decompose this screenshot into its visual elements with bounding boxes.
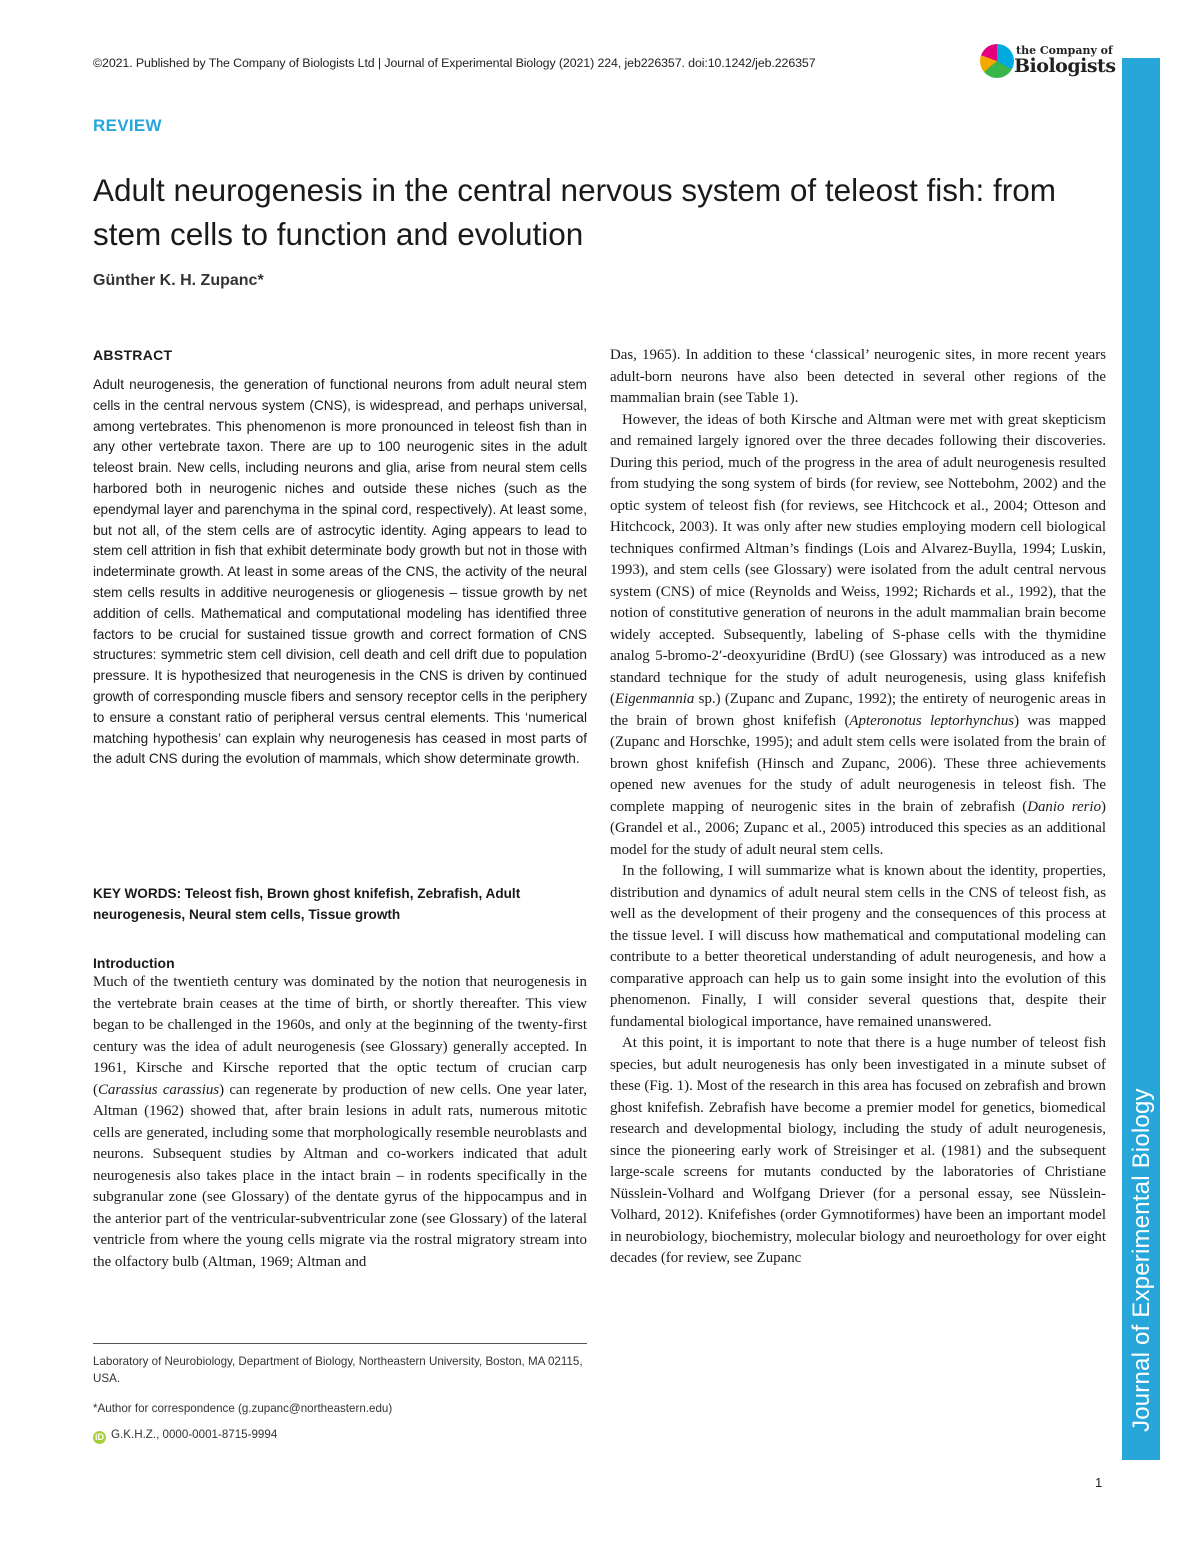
affiliation-note: Laboratory of Neurobiology, Department of Biology, Northeastern University, Boston, MA 02115, USA.	[93, 1355, 583, 1385]
rp2-species-danio: Danio rerio	[1027, 798, 1102, 815]
citation-header: ©2021. Published by The Company of Biologists Ltd | Journal of Experimental Biology (2021) 224, jeb226357. doi:10.1242/jeb.226357	[93, 56, 816, 70]
article-title: Adult neurogenesis in the central nervous system of teleost fish: from stem cells to function and evolution	[93, 172, 1056, 252]
right-paragraph-2	[610, 410, 1106, 862]
abstract-heading: ABSTRACT	[93, 347, 173, 363]
rp2-species-eigenmannia: Eigenmannia	[614, 691, 695, 707]
right-paragraph-3: In the following, I will summarize what is known about the identity, properties, distribution and dynamics of adult neural stem cells in the CNS of teleost fish, as well as the development of their progeny and the consequences of this process at the tissue level. I will discuss how mathematical and computational modeling can contribute to a better theoretical understanding of adult neurogenesis, and how a comparative approach can help us to gain some insight into the evolution of this phenomenon. Finally, I will consider several questions that, despite their fundamental biological importance, have remained unanswered.	[610, 863, 1106, 1030]
article-type-label: REVIEW	[93, 116, 162, 135]
logo-circle-icon	[980, 44, 1014, 78]
keywords-label: KEY WORDS:	[93, 886, 182, 901]
rp2-text-g: ) (Grandel et al., 2006; Zupanc et al., 2005) introduced this species as an additional model for the study of adult neural stem cells.	[610, 798, 1106, 858]
keywords-list: Teleost fish, Brown ghost knifefish, Zebrafish, Adult neurogenesis, Neural stem cells, Tissue growth	[93, 886, 521, 922]
logo-line-2: Biologists	[1014, 55, 1116, 77]
orcid-line	[93, 1428, 277, 1444]
right-column	[610, 345, 1106, 1270]
orcid-icon[interactable]: iD	[95, 1432, 104, 1442]
intro-text-c: ) can regenerate by production of new cells. One year later, Altman (1962) showed that, after brain lesions in adult rats, numerous mitotic cells are generated, including some that morphologically resemble neuroblasts and neurons. Subsequent studies by Altman and co-workers indicated that adult neurogenesis also takes place in the intact brain – in rodents specifically in the subgranular zone (see Glossary) of the dentate gyrus of the hippocampus and in the anterior part of the ventricular-subventricular zone (see Glossary) of the lateral ventricle from where the young cells migrate via the rostral migratory stream into the olfactory bulb (Altman, 1969; Altman and	[93, 1081, 587, 1270]
keywords	[93, 884, 587, 926]
correspondence-note: *Author for correspondence (g.zupanc@northeastern.edu)	[93, 1402, 393, 1415]
author-name: Günther K. H. Zupanc*	[93, 272, 264, 289]
rp2-text-e: ) was mapped (Zupanc and Horschke, 1995); and adult stem cells were isolated from the brain of brown ghost knifefish (Hinsch and Zupanc, 2006). These three achievements opened new avenues for the study of adult neurogenesis in teleost fish. The complete mapping of neurogenic sites in the brain of zebrafish (	[610, 712, 1106, 815]
journal-sidebar-label: Journal of Experimental Biology	[1128, 1088, 1155, 1432]
right-paragraph-1: Das, 1965). In addition to these ‘classical’ neurogenic sites, in more recent years adult-born neurons have also been detected in several other regions of the mammalian brain (see Table 1).	[610, 347, 1106, 406]
intro-text-a: Much of the twentieth century was dominated by the notion that neurogenesis in the vertebrate brain ceases at the time of birth, or shortly thereafter. This view began to be challenged in the 1960s, and only at the beginning of the twenty-first century was the idea of adult neurogenesis (see Glossary) generally accepted. In 1961, Kirsche and Kirsche reported that the optic tectum of crucian carp (	[93, 974, 587, 1098]
abstract-text: Adult neurogenesis, the generation of functional neurons from adult neural stem cells in the central nervous system (CNS), is widespread, and perhaps universal, among vertebrates. This phenomenon is more pronounced in teleost fish than in any other vertebrate taxon. There are up to 100 neurogenic sites in the adult teleost brain. New cells, including neurons and glia, arise from neural stem cells harbored both in neurogenic niches and outside these niches (such as the ependymal layer and parenchyma in the spinal cord, respectively). At least some, but not all, of the stem cells are of astrocytic identity. Aging appears to lead to stem cell attrition in fish that exhibit determinate body growth but not in those with indeterminate growth. At least in some areas of the CNS, the activity of the neural stem cells results in additive neurogenesis or gliogenesis – tissue growth by net addition of cells. Mathematical and computational modeling has identified three factors to be crucial for sustained tissue growth and correct formation of CNS structures: symmetric stem cell division, cell death and cell drift due to population pressure. It is hypothesized that neurogenesis in the CNS is driven by continued growth of corresponding muscle fibers and sensory receptor cells in the periphery to ensure a constant ratio of peripheral versus central elements. This ‘numerical matching hypothesis’ can explain why neurogenesis has ceased in most parts of the adult CNS during the evolution of mammals, which show determinate growth.	[93, 377, 587, 767]
introduction-heading: Introduction	[93, 955, 175, 971]
right-paragraph-4: At this point, it is important to note that there is a huge number of teleost fish species, but adult neurogenesis has only been investigated in a minute subset of these (Fig. 1). Most of the research in this area has focused on zebrafish and brown ghost knifefish. Zebrafish have become a premier model for genetics, biomedical research and developmental biology, including the study of adult neurogenesis, since the pioneering early work of Streisinger et al. (1981) and the subsequent large-scale screens for mutants conducted by the laboratories of Christiane Nüsslein-Volhard and Wolfgang Driever (for a personal essay, see Nüsslein-Volhard, 2012). Knifefishes (order Gymnotiformes) have been an important model in neurobiology, biochemistry, molecular biology and neuroethology for over eight decades (for review, see Zupanc	[610, 1035, 1106, 1266]
page-number: 1	[1095, 1475, 1103, 1490]
logo-line-1: the Company of	[1016, 44, 1113, 57]
introduction-paragraph	[93, 972, 587, 1273]
rp2-species-apteronotus: Apteronotus leptorhynchus	[849, 712, 1015, 729]
footnote-divider	[93, 1343, 587, 1344]
rp2-text-c: sp.) (Zupanc and Zupanc, 1992); the entirety of neurogenic areas in the brain of brown ghost knifefish (	[610, 691, 1106, 729]
intro-species-carassius: Carassius carassius	[97, 1081, 220, 1098]
company-of-biologists-logo	[980, 42, 1116, 82]
rp2-text-a: However, the ideas of both Kirsche and Altman were met with great skepticism and remained largely ignored over the three decades following their discoveries. During this period, much of the progress in the area of adult neurogenesis resulted from studying the song system of birds (for review, see Nottebohm, 2002) and the optic system of teleost fish (for reviews, see Hitchcock et al., 2004; Otteson and Hitchcock, 2003). It was only after new studies employing modern cell biological techniques confirmed Altman’s findings (Lois and Alvarez-Buylla, 1994; Luskin, 1993), and stem cells (see Glossary) were isolated from the adult central nervous system (CNS) of mice (Reynolds and Weiss, 1992; Richards et al., 1992), that the notion of constitutive generation of neurons in the adult mammalian brain become widely accepted. Subsequently, labeling of S-phase cells with the thymidine analog 5-bromo-2′-deoxyuridine (BrdU) (see Glossary) was introduced as a new standard technique for the study of adult neurogenesis, using glass knifefish (	[610, 411, 1106, 707]
orcid-text: G.K.H.Z., 0000-0001-8715-9994	[111, 1428, 278, 1441]
